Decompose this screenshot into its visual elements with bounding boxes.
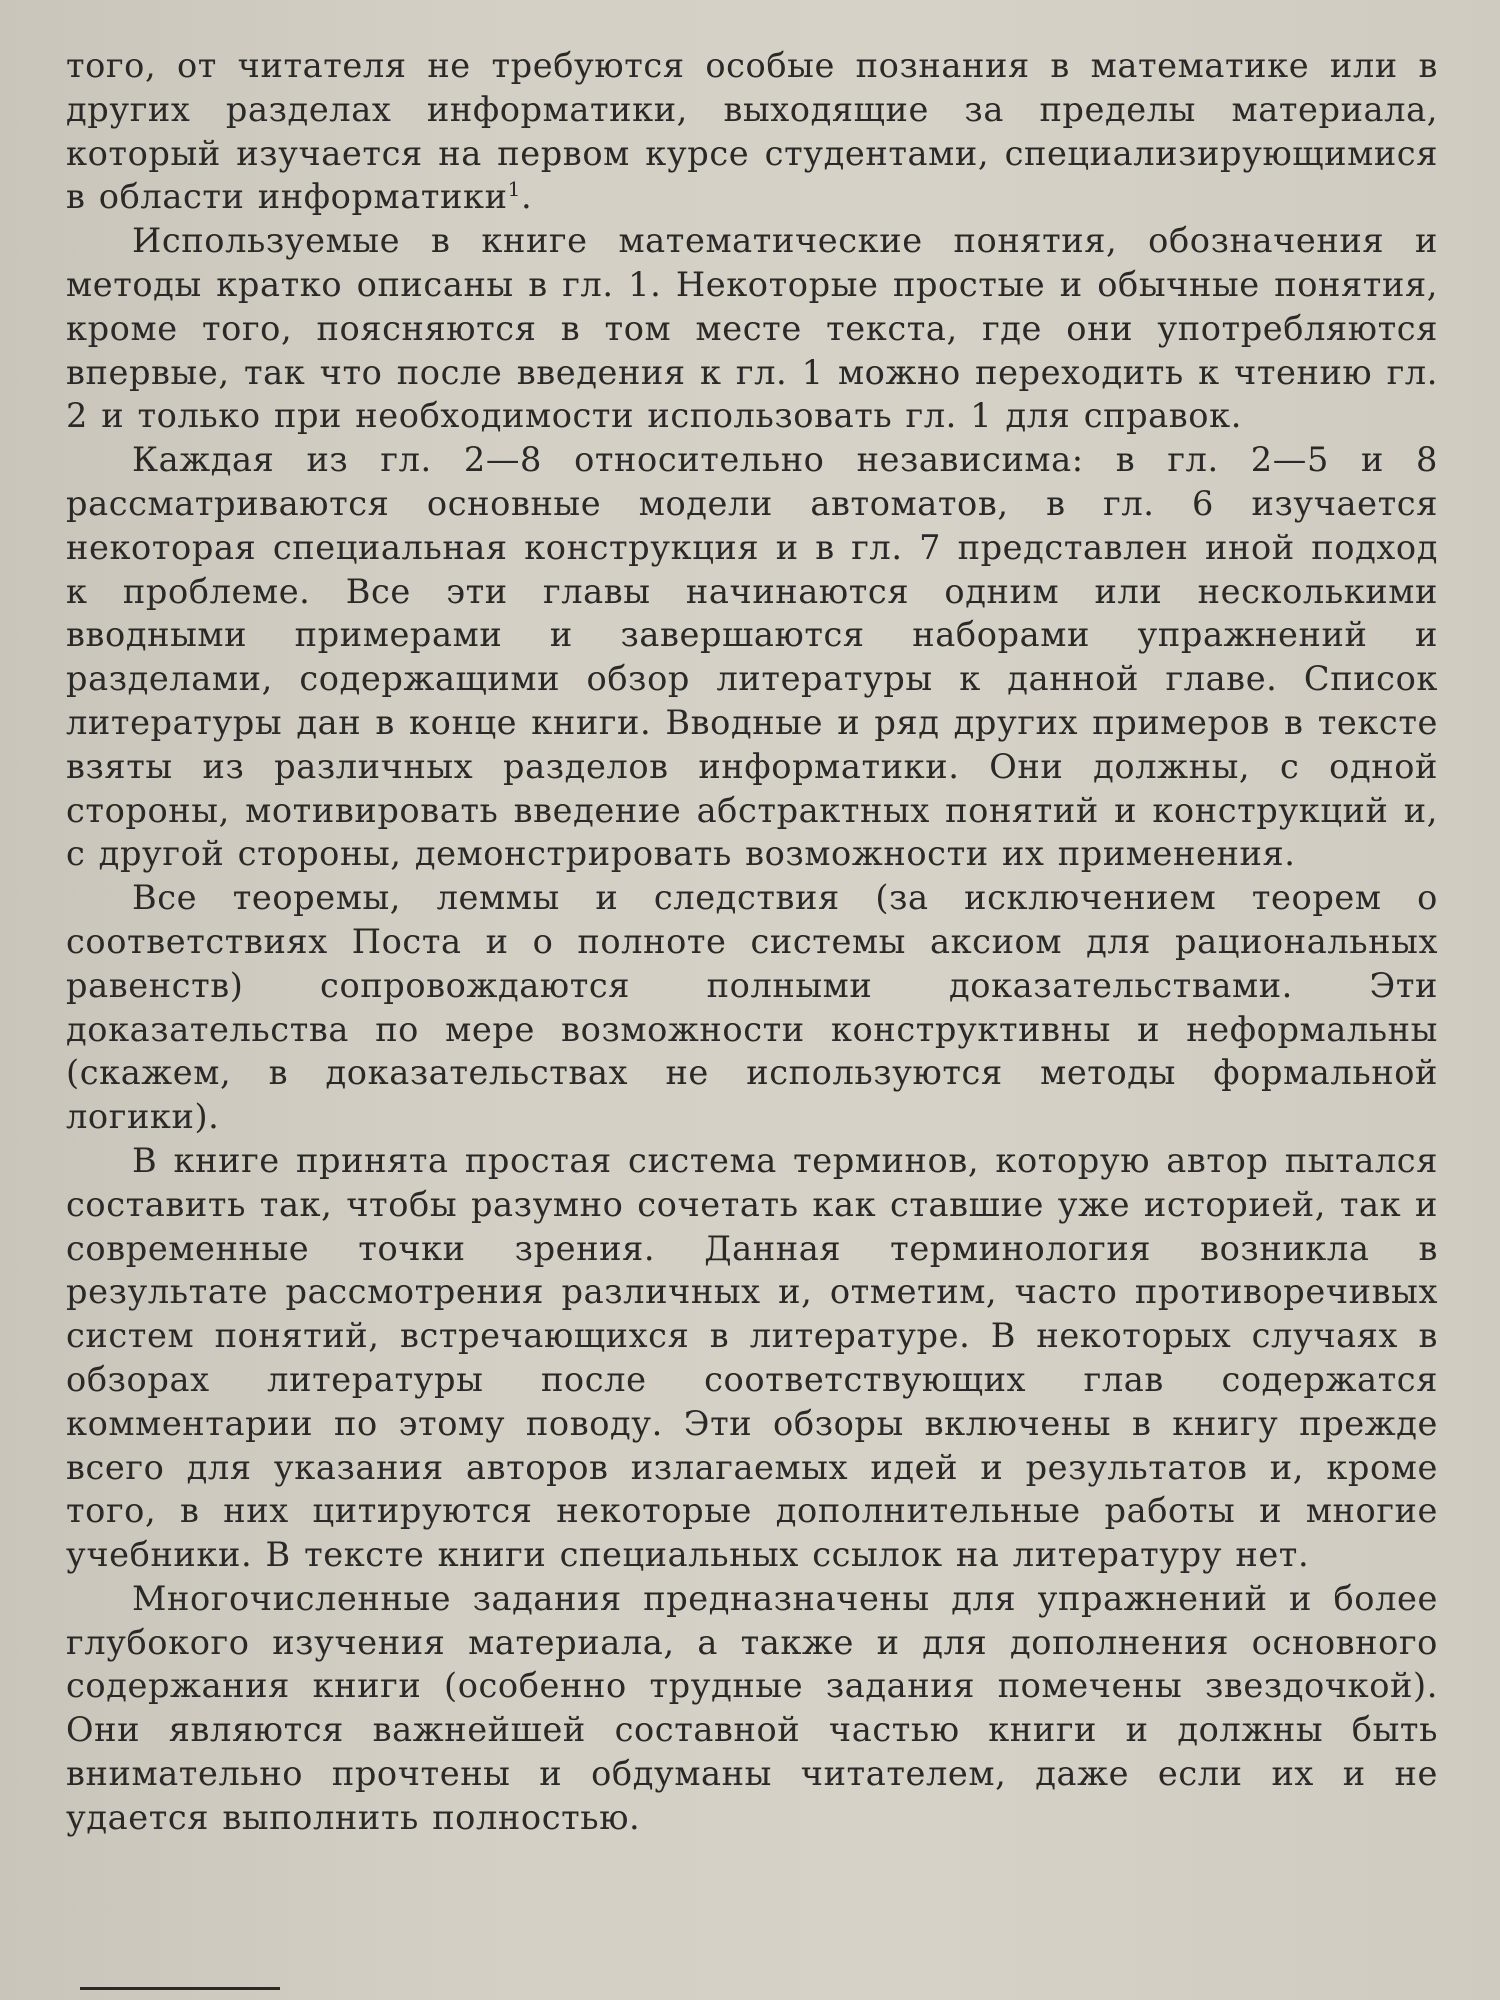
paragraph-text: того, от читателя не требуются особые познания в математике или в других разделах информатики, выходящие за пределы материала, который изучается на первом курсе студентами, специализирующимися в области информатики xyxy=(66,46,1438,217)
footnote-marker: 1 xyxy=(507,177,521,202)
footnote-divider xyxy=(80,1987,280,1990)
paragraph-exercises: Многочисленные задания предназначены для упражнений и более глубокого изучения материала, а также и для дополнения основного содержания книги (особенно трудные задания помечены звездочкой). Они являются важнейшей составной частью книги и должны быть внимательно прочтены и обдуманы читателем, даже если их и не удается выполнить полностью. xyxy=(66,1578,1438,1837)
body-text xyxy=(66,44,1438,1840)
paragraph-chapters: Каждая из гл. 2—8 относительно независима: в гл. 2—5 и 8 рассматриваются основные модели автоматов, в гл. 6 изучается некоторая специальная конструкция и в гл. 7 представлен иной подход к проблеме. Все эти главы начинаются одним или несколькими вводными примерами и завершаются наборами упражнений и разделами, содержащими обзор литературы к данной главе. Список литературы дан в конце книги. Вводные и ряд других примеров в тексте взяты из различных разделов информатики. Они должны, с одной стороны, мотивировать введение абстрактных понятий и конструкций и, с другой стороны, демонстрировать возможности их применения. xyxy=(66,440,1438,874)
paragraph-proofs: Все теоремы, леммы и следствия (за исключением теорем о соответствиях Поста и о полноте системы аксиом для рациональных равенств) сопровождаются полными доказательствами. Эти доказательства по мере возможности конструктивны и неформальны (скажем, в доказательствах не используются методы формальной логики). xyxy=(66,878,1438,1137)
paragraph-terminology: В книге принята простая система терминов, которую автор пытался составить так, чтобы разумно сочетать как ставшие уже историей, так и современные точки зрения. Данная терминология возникла в результате рассмотрения различных и, отметим, часто противоречивых систем понятий, встречающихся в литературе. В некоторых случаях в обзорах литературы после соответствующих глав содержатся комментарии по этому поводу. Эти обзоры включены в книгу прежде всего для указания авторов излагаемых идей и результатов и, кроме того, в них цитируются некоторые дополнительные работы и многие учебники. В тексте книги специальных ссылок на литературу нет. xyxy=(66,1140,1438,1575)
paragraph-notation: Используемые в книге математические понятия, обозначения и методы кратко описаны в гл. 1. Некоторые простые и обычные понятия, кроме того, поясняются в том месте текста, где они употребляются впервые, так что после введения к гл. 1 можно переходить к чтению гл. 2 и только при необходимости использовать гл. 1 для справок. xyxy=(66,221,1438,436)
paragraph-continuation: того, от читателя не требуются особые познания в математике или в других разделах информатики, выходящие за пределы материала, который изучается на первом курсе студентами, специализирующимися в области информатики$^1$. xyxy=(66,46,1438,217)
